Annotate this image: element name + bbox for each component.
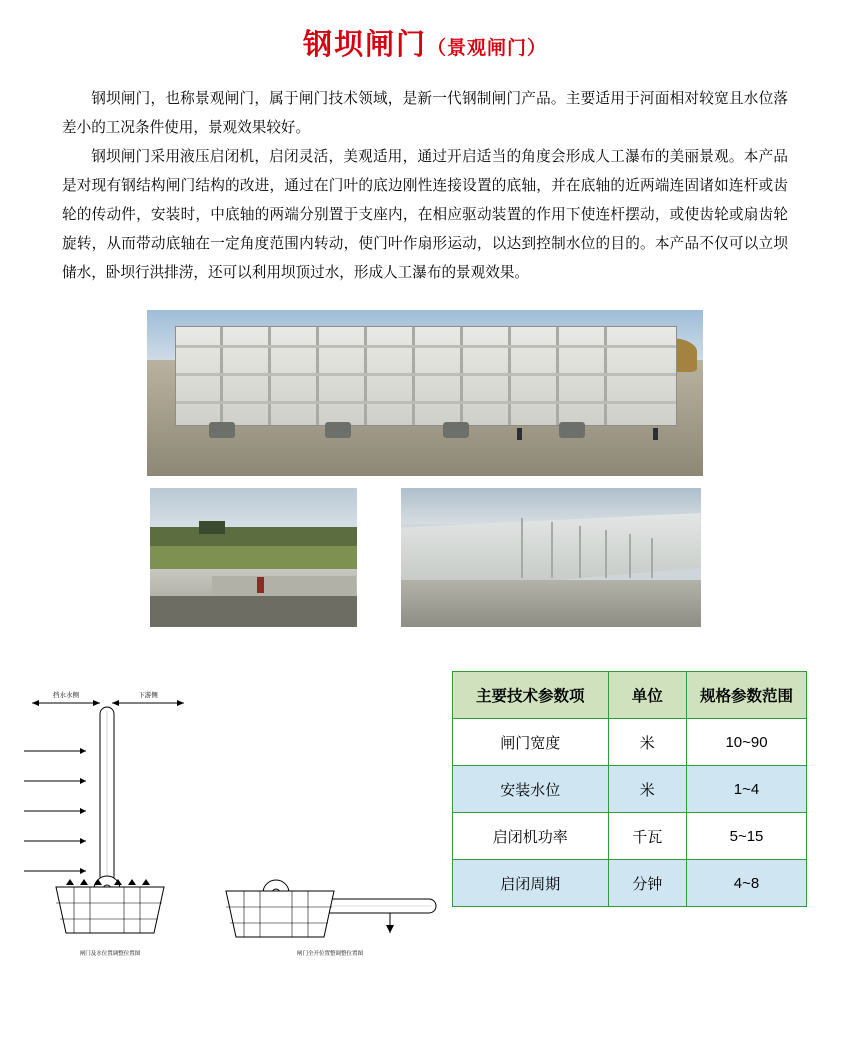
paragraph-2: 钢坝闸门采用液压启闭机，启闭灵活，美观适用，通过开启适当的角度会形成人工瀑布的美丽景观。本产品是对现有钢结构闸门结构的改进，通过在门叶的底边刚性连接设置的底轴，并在底轴的近两端连固诸如连杆或齿轮的传动件，安装时，中底轴的两端分别置于支座内，在相应驱动装置的作用下使连杆摆动，或使齿轮或扇齿轮旋转，从而带动底轴在一定角度范围内转动，使门叶作扇形运动，以达到控制水位的目的。本产品不仅可以立坝储水，卧坝行洪排涝，还可以利用坝顶过水，形成人工瀑布的景观效果。 xyxy=(62,149,788,281)
photo-gallery xyxy=(0,310,850,627)
header-range: 规格参数范围 xyxy=(687,672,807,719)
svg-text:闸门全开位置整调整位置图: 闸门全开位置整调整位置图 xyxy=(296,951,364,957)
photo-steel-dam-gate-main xyxy=(147,310,703,476)
table-row xyxy=(453,766,807,813)
title-sub: （景观闸门） xyxy=(427,38,548,59)
cell-unit: 千瓦 xyxy=(608,813,686,860)
photo-row-bottom xyxy=(0,488,850,627)
cell-parameter: 闸门宽度 xyxy=(453,719,609,766)
cell-parameter: 启闭机功率 xyxy=(453,813,609,860)
cell-range: 5~15 xyxy=(687,813,807,860)
photo-row-top xyxy=(0,310,850,476)
photo-construction-site xyxy=(150,488,357,627)
diagram-svg xyxy=(14,671,444,971)
cell-parameter: 安装水位 xyxy=(453,766,609,813)
table-row xyxy=(453,813,807,860)
technical-diagram xyxy=(14,671,444,971)
bottom-section xyxy=(0,671,850,971)
table-row xyxy=(453,860,807,907)
table-header-row xyxy=(453,672,807,719)
paragraph-1: 钢坝闸门，也称景观闸门，属于闸门技术领域，是新一代钢制闸门产品。主要适用于河面相对较宽且水位落差小的工况条件使用，景观效果较好。 xyxy=(62,91,788,136)
cell-range: 1~4 xyxy=(687,766,807,813)
svg-text:下游侧: 下游侧 xyxy=(138,692,158,699)
gate-panel-illustration xyxy=(175,326,677,426)
svg-text:挡水水侧: 挡水水侧 xyxy=(53,692,79,699)
cell-range: 10~90 xyxy=(687,719,807,766)
photo-gate-side-view xyxy=(401,488,701,627)
specifications-table xyxy=(452,671,807,907)
body-text xyxy=(62,85,788,288)
svg-text:闸门及水位置调整位置图: 闸门及水位置调整位置图 xyxy=(79,951,141,957)
cell-unit: 米 xyxy=(608,719,686,766)
page-title xyxy=(0,0,850,63)
cell-parameter: 启闭周期 xyxy=(453,860,609,907)
header-parameter: 主要技术参数项 xyxy=(453,672,609,719)
cell-unit: 米 xyxy=(608,766,686,813)
table-row xyxy=(453,719,807,766)
header-unit: 单位 xyxy=(608,672,686,719)
cell-range: 4~8 xyxy=(687,860,807,907)
title-main: 钢坝闸门 xyxy=(302,29,427,61)
cell-unit: 分钟 xyxy=(608,860,686,907)
